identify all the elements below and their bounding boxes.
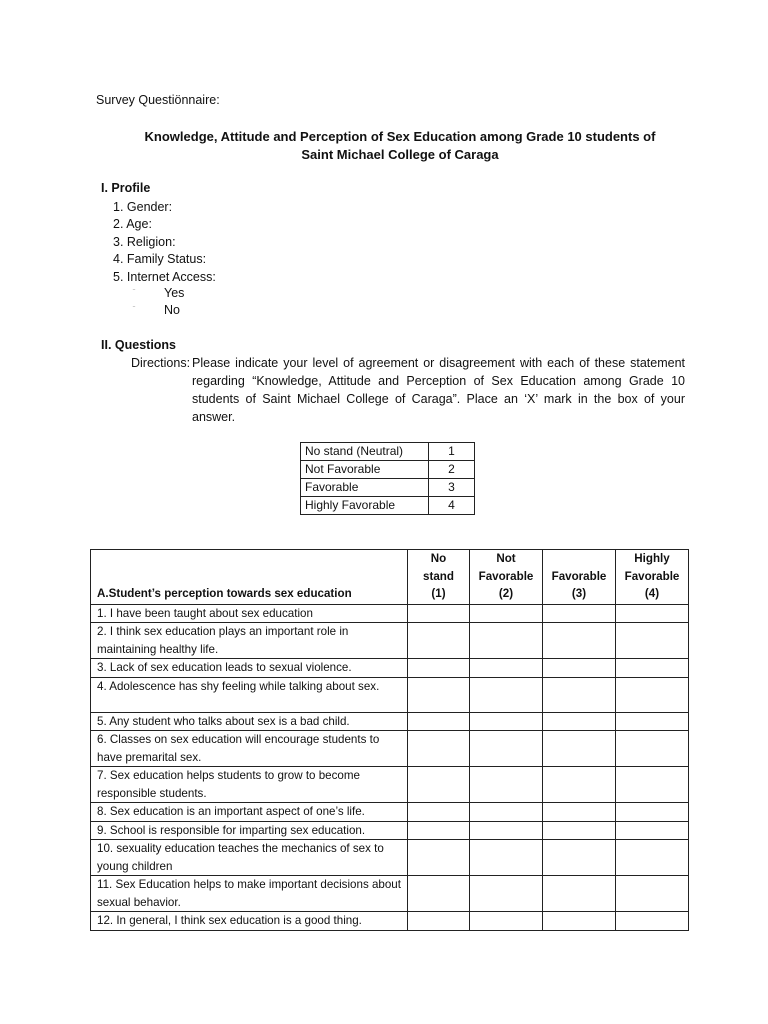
directions-label: Directions: <box>131 356 191 370</box>
answer-cell-4[interactable] <box>616 912 689 931</box>
answer-cell-2[interactable] <box>470 912 543 931</box>
answer-cell-4[interactable] <box>616 712 689 731</box>
answer-cell-3[interactable] <box>543 876 616 912</box>
answer-cell-4[interactable] <box>616 876 689 912</box>
answer-cell-4[interactable] <box>616 731 689 767</box>
table-row <box>91 840 689 876</box>
scale-label: No stand (Neutral) <box>301 443 429 461</box>
answer-cell-4[interactable] <box>616 659 689 678</box>
answer-cell-1[interactable] <box>408 803 470 822</box>
answer-cell-2[interactable] <box>470 821 543 840</box>
answer-cell-2[interactable] <box>470 731 543 767</box>
table-row <box>91 731 689 767</box>
scale-value: 4 <box>429 497 475 515</box>
profile-item-age: 2. Age: <box>113 217 152 232</box>
scale-row <box>301 461 475 479</box>
answer-cell-3[interactable] <box>543 912 616 931</box>
option-no-label: No <box>164 303 180 317</box>
answer-cell-1[interactable] <box>408 821 470 840</box>
profile-heading: I. Profile <box>101 181 151 195</box>
answer-cell-3[interactable] <box>543 840 616 876</box>
profile-item-internet-access: 5. Internet Access: <box>113 269 216 284</box>
answer-cell-1[interactable] <box>408 767 470 803</box>
statement-9: 9. School is responsible for imparting sex education. <box>91 821 408 840</box>
title-line-2: Saint Michael College of Caraga <box>301 147 499 162</box>
scale-label: Not Favorable <box>301 461 429 479</box>
answer-cell-3[interactable] <box>543 803 616 822</box>
survey-table-header <box>91 550 689 605</box>
questions-heading: II. Questions <box>101 338 177 352</box>
statement-7: 7. Sex education helps students to grow to become responsible students. <box>91 767 408 803</box>
statement-12: 12. In general, I think sex education is a good thing. <box>91 912 408 931</box>
scale-label: Favorable <box>301 479 429 497</box>
answer-cell-4[interactable] <box>616 677 689 712</box>
statement-6: 6. Classes on sex education will encourage students to have premarital sex. <box>91 731 408 767</box>
column-header-no-stand: No stand (1) <box>408 550 470 605</box>
answer-cell-4[interactable] <box>616 821 689 840</box>
statement-11: 11. Sex Education helps to make important decisions about sexual behavior. <box>91 876 408 912</box>
scale-label: Highly Favorable <box>301 497 429 515</box>
answer-cell-3[interactable] <box>543 659 616 678</box>
answer-cell-3[interactable] <box>543 767 616 803</box>
answer-cell-2[interactable] <box>470 876 543 912</box>
answer-cell-4[interactable] <box>616 803 689 822</box>
scale-row <box>301 479 475 497</box>
answer-cell-1[interactable] <box>408 840 470 876</box>
answer-cell-1[interactable] <box>408 623 470 659</box>
answer-cell-3[interactable] <box>543 623 616 659</box>
profile-item-religion: 3. Religion: <box>113 234 176 249</box>
answer-cell-3[interactable] <box>543 731 616 767</box>
table-row <box>91 821 689 840</box>
answer-cell-1[interactable] <box>408 712 470 731</box>
answer-cell-2[interactable] <box>470 677 543 712</box>
column-header-favorable: Favorable (3) <box>543 550 616 605</box>
table-row <box>91 767 689 803</box>
document-label: Survey Questiönnaire: <box>96 93 220 107</box>
profile-item-gender: 1. Gender: <box>113 200 173 214</box>
answer-cell-4[interactable] <box>616 840 689 876</box>
answer-cell-1[interactable] <box>408 731 470 767</box>
column-header-not-favorable: Not Favorable (2) <box>470 550 543 605</box>
answer-cell-1[interactable] <box>408 912 470 931</box>
answer-cell-1[interactable] <box>408 604 470 623</box>
option-yes[interactable] <box>164 286 184 300</box>
directions-text: Please indicate your level of agreement or disagreement with each of these statement regarding “Knowledge, Attitude and Perception of Sex Education among Grade 10 students of Saint Michael College of Caraga”. Place an ‘X’ mark in the box of your answer. <box>192 356 685 424</box>
scale-row <box>301 497 475 515</box>
answer-cell-2[interactable] <box>470 767 543 803</box>
scale-value: 1 <box>429 443 475 461</box>
document-title <box>96 128 704 164</box>
answer-cell-2[interactable] <box>470 803 543 822</box>
option-yes-label: Yes <box>164 286 185 300</box>
answer-cell-2[interactable] <box>470 623 543 659</box>
answer-cell-2[interactable] <box>470 840 543 876</box>
column-header-highly-favorable: Highly Favorable (4) <box>616 550 689 605</box>
scale-value: 3 <box>429 479 475 497</box>
title-line-1: Knowledge, Attitude and Perception of Sex Education among Grade 10 students of <box>144 129 656 144</box>
answer-cell-2[interactable] <box>470 659 543 678</box>
answer-cell-4[interactable] <box>616 623 689 659</box>
statement-3: 3. Lack of sex education leads to sexual violence. <box>91 659 408 678</box>
table-row <box>91 677 689 712</box>
table-row <box>91 712 689 731</box>
rating-scale-table <box>300 442 475 515</box>
table-row <box>91 623 689 659</box>
section-a-header: A.Student’s perception towards sex education <box>91 550 408 605</box>
statement-8: 8. Sex education is an important aspect of one’s life. <box>91 803 408 822</box>
table-row <box>91 803 689 822</box>
answer-cell-3[interactable] <box>543 712 616 731</box>
directions <box>131 354 685 426</box>
statement-1: 1. I have been taught about sex education <box>91 604 408 623</box>
answer-cell-1[interactable] <box>408 659 470 678</box>
survey-table <box>90 549 689 931</box>
table-row <box>91 876 689 912</box>
answer-cell-1[interactable] <box>408 876 470 912</box>
statement-10: 10. sexuality education teaches the mechanics of sex to young children <box>91 840 408 876</box>
answer-cell-3[interactable] <box>543 677 616 712</box>
statement-5: 5. Any student who talks about sex is a bad child. <box>91 712 408 731</box>
profile-item-family-status: 4. Family Status: <box>113 252 207 267</box>
answer-cell-3[interactable] <box>543 604 616 623</box>
answer-cell-4[interactable] <box>616 604 689 623</box>
scale-row <box>301 443 475 461</box>
statement-4: 4. Adolescence has shy feeling while talking about sex. <box>91 677 408 712</box>
answer-cell-2[interactable] <box>470 604 543 623</box>
table-row <box>91 912 689 931</box>
answer-cell-1[interactable] <box>408 677 470 712</box>
option-no[interactable] <box>164 303 180 317</box>
table-row <box>91 659 689 678</box>
scale-value: 2 <box>429 461 475 479</box>
answer-cell-3[interactable] <box>543 821 616 840</box>
answer-cell-2[interactable] <box>470 712 543 731</box>
table-row <box>91 604 689 623</box>
profile-list <box>113 199 216 286</box>
answer-cell-4[interactable] <box>616 767 689 803</box>
statement-2: 2. I think sex education plays an important role in maintaining healthy life. <box>91 623 408 659</box>
